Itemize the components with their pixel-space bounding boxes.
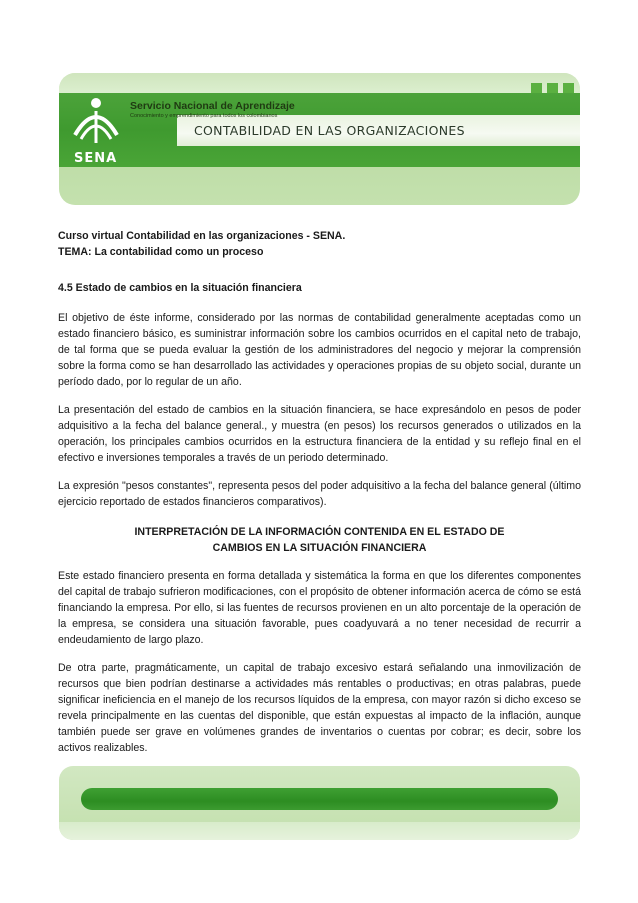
paragraph: El objetivo de éste informe, considerado por las normas de contabilidad generalmente aceptadas como un estado financiero básico, es suministrar información sobre los cambios ocurridos en el capital neto de trabajo, de tal forma que se pueda evaluar la gestión de los administradores del negocio y mejorar la comprensión sobre la forma como se han desarrollado las actividades y operaciones propias de su objeto social, durante un período dado, por lo regular de un año. [58,312,581,388]
header-banner [59,73,580,205]
sena-logo-icon [71,95,121,147]
footer-banner [59,766,580,840]
org-name: Servicio Nacional de Aprendizaje [130,100,295,112]
interpretation-heading-line1: INTERPRETACIÓN DE LA INFORMACIÓN CONTENIDA EN EL ESTADO DE [134,526,505,538]
section-heading: 4.5 Estado de cambios en la situación financiera [58,282,302,294]
interpretation-heading-line2: CAMBIOS EN LA SITUACIÓN FINANCIERA [212,542,427,554]
course-title: CONTABILIDAD EN LAS ORGANIZACIONES [194,123,465,138]
paragraph: Este estado financiero presenta en forma detallada y sistemática la forma en que los diferentes componentes del capital de trabajo sufrieron modificaciones, con el propósito de obtener información acerca de cómo se está financiando la empresa. Por ello, si las fuentes de recursos provienen en un alto porcentaje de la operación de la empresa, se considera una situación favorable, pues coadyuvará a no tener necesidad de recurrir a endeudamiento de largo plazo. [58,570,581,646]
org-tagline: Conocimiento y emprendimiento para todos los colombianos [130,113,278,119]
logo-text: SENA [74,151,118,166]
paragraph: La expresión "pesos constantes", representa pesos del poder adquisitivo a la fecha del balance general (último ejercicio reportado de estados financieros comparativos). [58,480,581,508]
footer-green-bar [81,788,558,810]
banner-top-strip [59,73,580,94]
footer-bottom-strip [59,822,580,840]
document-body [58,228,581,756]
topic-line: TEMA: La contabilidad como un proceso [58,246,264,258]
paragraph: La presentación del estado de cambios en la situación financiera, se hace expresándolo en pesos de poder adquisitivo a la fecha del balance general., y muestra (en pesos) los recursos generados o utilizados en la operación, los principales cambios ocurridos en la estructura financiera de la entidad y su reflejo final en el efectivo e inversiones temporales a través de un periodo determinado. [58,404,581,464]
course-line: Curso virtual Contabilidad en las organizaciones - SENA. [58,230,346,242]
paragraph: De otra parte, pragmáticamente, un capital de trabajo excesivo estará señalando una inmovilización de recursos que bien podrían destinarse a actividades más rentables o productivas; en otras palabras, puede significar ineficiencia en el manejo de los recursos líquidos de la empresa, con mayor razón si dicho exceso se revela principalmente en las cuentas del disponible, que están expuestas al impacto de la inflación, aunque también puede ser grave en volúmenes grandes de inventarios o cuentas por cobrar; es decir, sobre los activos realizables. [58,662,581,754]
